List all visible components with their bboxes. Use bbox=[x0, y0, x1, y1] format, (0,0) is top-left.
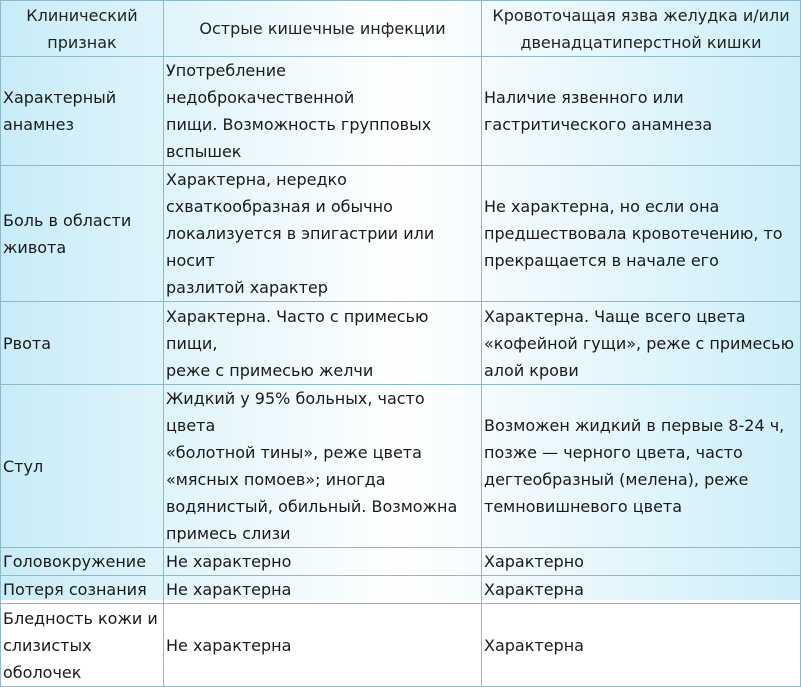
row-ulcer: Характерна bbox=[482, 604, 801, 687]
row-ulcer: Характерна. Чаще всего цвета «кофейной гущи», реже с примесью алой крови bbox=[482, 302, 801, 385]
header-ulcer: Кровоточащая язва желудка и/или двенадцатиперстной кишки bbox=[482, 1, 801, 57]
table-row bbox=[1, 166, 801, 302]
header-aki: Острые кишечные инфекции bbox=[164, 1, 482, 57]
row-ulcer: Возможен жидкий в первые 8-24 ч, позже — черного цвета, часто дегтеобразный (мелена), реже темновишневого цвета bbox=[482, 385, 801, 548]
row-aki: Жидкий у 95% больных, часто цвета «болотной тины», реже цвета «мясных помоев»; иногда водянистый, обильный. Возможна примесь слизи bbox=[164, 385, 482, 548]
row-sign: Боль в области живота bbox=[1, 166, 164, 302]
row-aki: Не характерно bbox=[164, 548, 482, 576]
row-aki: Употребление недоброкачественной пищи. Возможность групповых вспышек bbox=[164, 57, 482, 166]
row-ulcer: Не характерна, но если она предшествовала кровотечению, то прекращается в начале его bbox=[482, 166, 801, 302]
row-ulcer: Характерна bbox=[482, 576, 801, 604]
row-sign: Потеря сознания bbox=[1, 576, 164, 604]
table-row bbox=[1, 57, 801, 166]
table-row bbox=[1, 302, 801, 385]
row-sign: Бледность кожи и слизистых оболочек bbox=[1, 604, 164, 687]
table-row bbox=[1, 604, 801, 687]
row-sign: Головокружение bbox=[1, 548, 164, 576]
table-row bbox=[1, 548, 801, 576]
row-aki: Характерна, нередко схваткообразная и обычно локализуется в эпигастрии или носит разлитой характер bbox=[164, 166, 482, 302]
row-sign: Стул bbox=[1, 385, 164, 548]
header-sign: Клинический признак bbox=[1, 1, 164, 57]
row-ulcer: Характерно bbox=[482, 548, 801, 576]
row-aki: Не характерна bbox=[164, 604, 482, 687]
row-ulcer: Наличие язвенного или гастритического анамнеза bbox=[482, 57, 801, 166]
row-sign: Характерный анамнез bbox=[1, 57, 164, 166]
header-row bbox=[1, 1, 801, 57]
table-row bbox=[1, 385, 801, 548]
row-aki: Характерна. Часто с примесью пищи, реже с примесью желчи bbox=[164, 302, 482, 385]
table-row bbox=[1, 576, 801, 604]
row-sign: Рвота bbox=[1, 302, 164, 385]
row-aki: Не характерна bbox=[164, 576, 482, 604]
